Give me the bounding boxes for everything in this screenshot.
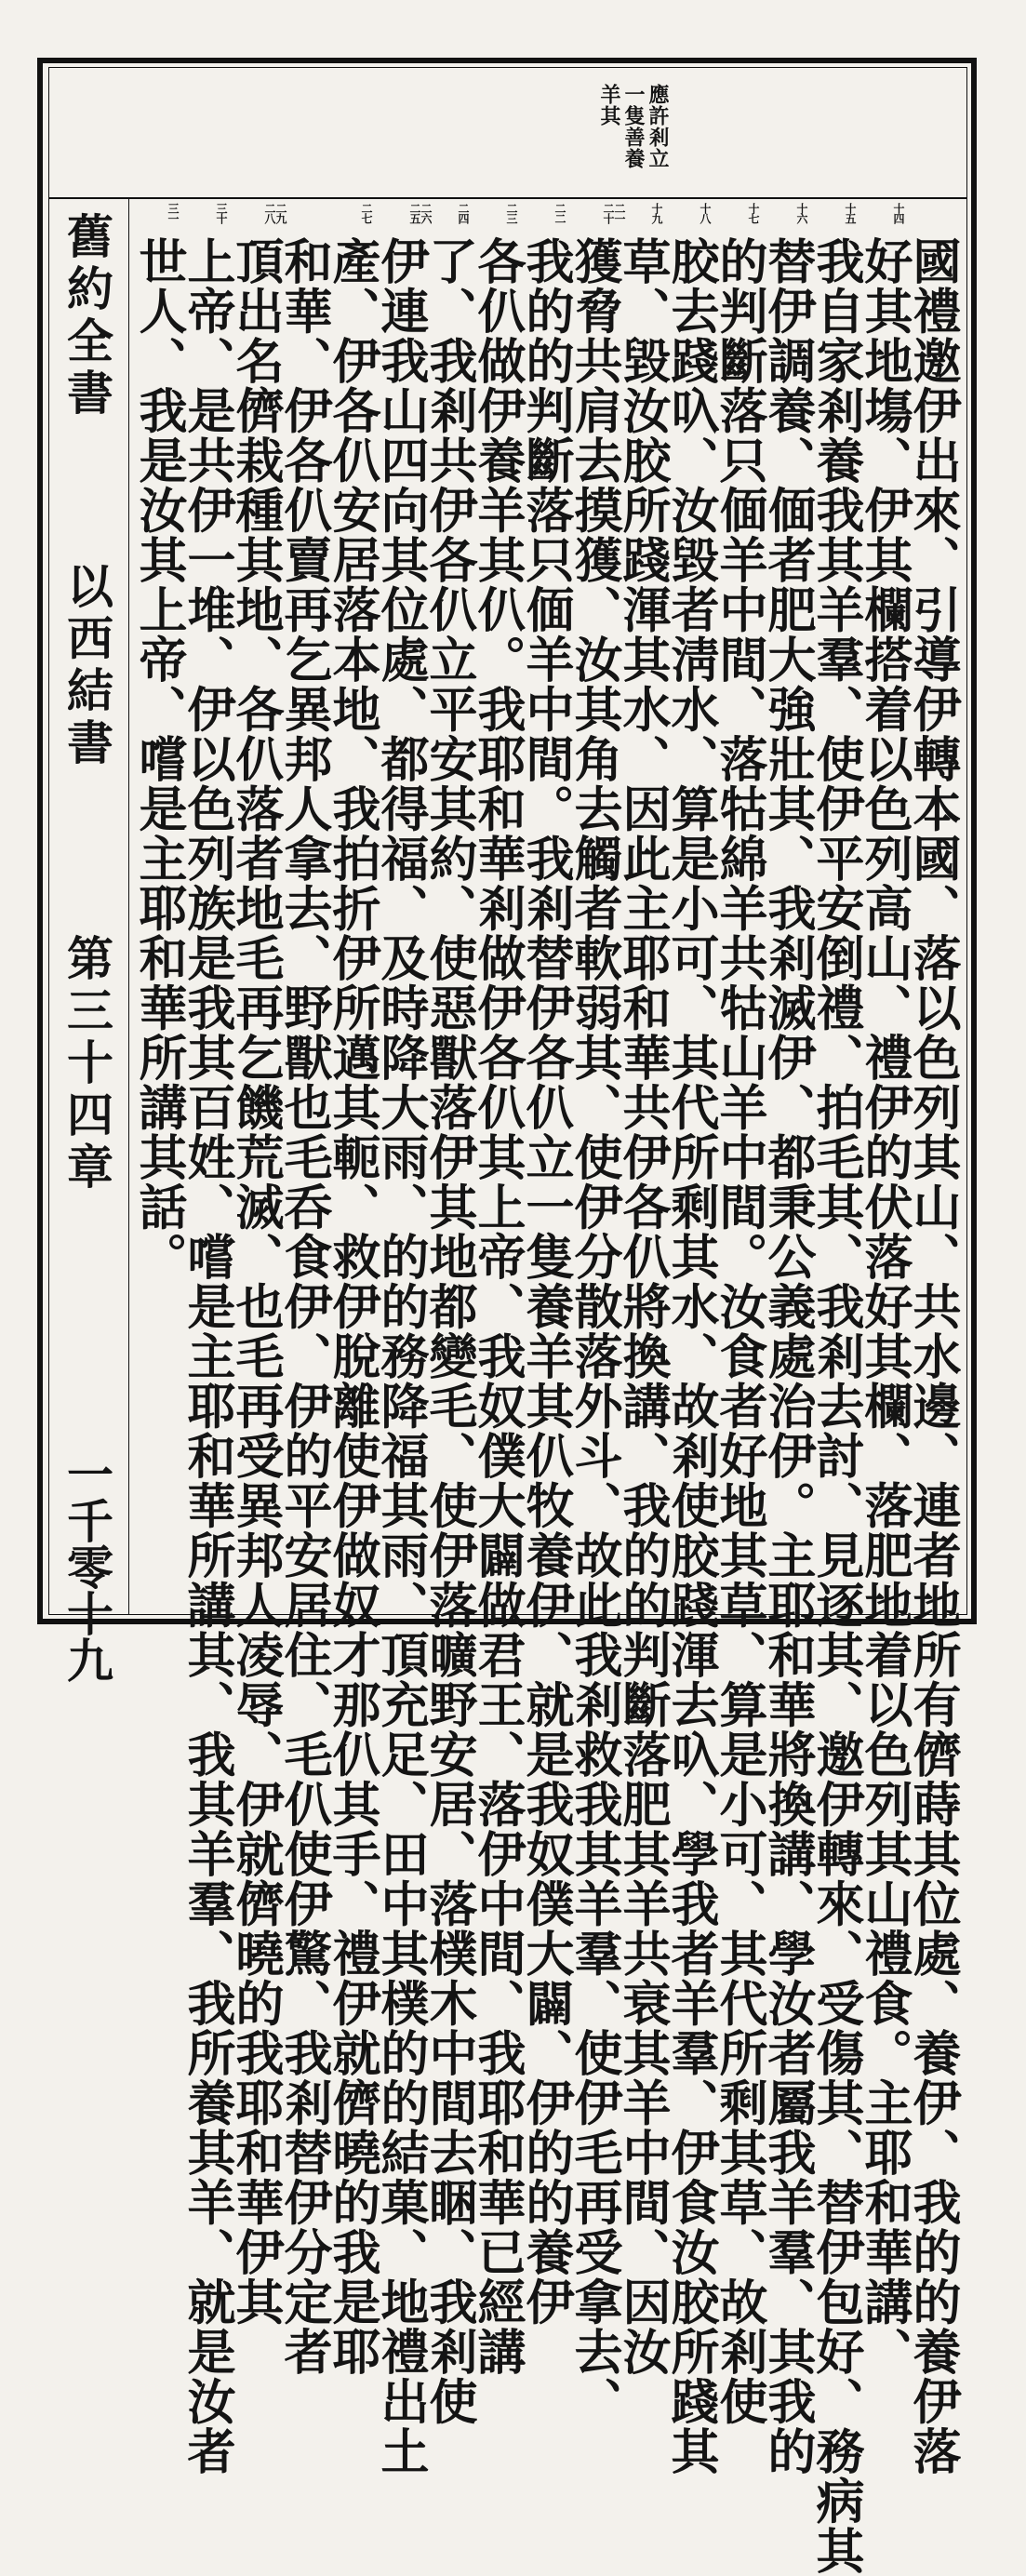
- text-column: 上帝、是共伊一堆、伊以色列族是我其百姓、嚐是主耶和華所講其、我其羊羣、我所養其羊、就是汝者: [179, 236, 235, 2476]
- text-column: 頂出名儕栽種其地、各仈落者地毛再乞饑荒滅、也毛再受異邦人凌辱、伊就儕曉的我耶和華伊其: [227, 236, 284, 2327]
- verse-number: 三一: [167, 203, 180, 223]
- verse-number: 二一 二十: [602, 203, 626, 223]
- text-column: 的判斷落只偭羊中間、落牯綿羊共牯山羊中間。汝食者好地其草、算是小可、其代所剩其草、故剎使: [711, 236, 767, 2426]
- chapter-label: 第三十四章: [60, 934, 114, 1195]
- text-column: 各仈做伊養羊其仈。我耶和華剎做伊各仈其上帝、我奴僕大闢做君王、落伊中間、我耶和華已經講: [469, 236, 526, 2377]
- text-column: 了、我剎共伊各仈立平安其約、使惡獸落伊其地都變毛、使伊落曠野安居、落樸木中間去睏、我剎使: [420, 236, 477, 2426]
- verse-number: 二六 二五: [408, 203, 433, 223]
- verse-number: 二二: [553, 203, 566, 223]
- text-column: 伊連我山四向其位處、都得福、及時降大雨、的的務降福其雨、頂充足、田中其樸的的結菓、地禮出土: [372, 236, 429, 2476]
- verse-number: 二四: [457, 203, 470, 223]
- verse-number: 十九: [650, 203, 663, 223]
- book-title: 舊約全書: [60, 212, 114, 420]
- text-column: 產、伊各仈安居落本地、我拍折伊所邁其軛、救伊脫離使伊做奴才那仈其手、禮伊就儕曉的我是耶: [324, 236, 380, 2377]
- book-section: 以西結書: [60, 562, 114, 770]
- verse-number: 十七: [747, 203, 760, 223]
- text-column: 獲脅共肩去摸獲、汝其角去觸者軟弱其、使伊分散落外斗、故此我剎救我其羊羣、使伊毛再受拿去、: [566, 236, 622, 2426]
- text-column: 草、毀汝胶所踐渾其水、因此主耶和華共伊各仈將換講、我的的判斷落肥其羊共衰其羊中間、因汝: [614, 236, 671, 2377]
- spine-divider: [128, 198, 129, 1614]
- text-column: 和華、伊各仈賣再乞異邦人拿去、野獸也毛呑食伊、伊的平安居住、毛仈使伊驚、我剎替伊分定者: [275, 236, 332, 2377]
- text-column: 替伊調養、偭者肥大強壯其、我剎滅伊、都秉公義處治伊。主耶和華將換講、學汝者屬我羊羣、其我的: [759, 236, 816, 2476]
- text-column: 好其地塲、伊其欄搭着以色列高山、禮伊的伏落好其欄、落肥地着以色列其山禮食。主耶和華講、: [856, 236, 913, 2377]
- verse-number: 二九 二八: [263, 203, 287, 223]
- verse-number: 十八: [699, 203, 712, 223]
- verse-number: 三十: [215, 203, 228, 223]
- text-column: 世人、我是汝其上帝、嚐是主耶和華所講其話。: [130, 236, 187, 1282]
- scripture-body: [130, 236, 967, 2576]
- verse-number: 十五: [844, 203, 857, 223]
- header-note: 羊其: [597, 84, 621, 127]
- verse-number-row: [130, 199, 967, 236]
- text-column: 胶去踐叺、汝毀者淸水、算是小可、其代所剩其水、故剎使胶踐渾去叺、學我者羊羣、伊食汝胶所踐其: [662, 236, 719, 2476]
- header-note: 一隻善養: [621, 84, 646, 169]
- text-column: 我自家剎養我其羊羣、使伊平安倒禮、拍毛其、我剎去討、見逐其、邀伊轉來、受傷其、替伊包好、務病其: [807, 236, 864, 2576]
- verse-number: 二三: [505, 203, 518, 223]
- verse-number: 十六: [795, 203, 808, 223]
- text-column: 國禮邀伊出來、引導伊轉本國、落以色列其山、共水邊、連者地所有儕蒔其位處、養伊、我的的養伊落: [904, 236, 961, 2476]
- spine: [50, 199, 128, 1683]
- text-column: 我的的判斷落只偭羊中間。我剎替伊各仈立一隻養羊其仈牧養伊、就是我奴僕大闢、伊的的養伊: [517, 236, 574, 2327]
- verse-number: 十四: [892, 203, 905, 223]
- page-number: 一千零十九: [60, 1450, 114, 1683]
- header-notes: [595, 84, 670, 195]
- header-note: 應許剎立: [646, 84, 670, 169]
- verse-number: 二七: [360, 203, 373, 223]
